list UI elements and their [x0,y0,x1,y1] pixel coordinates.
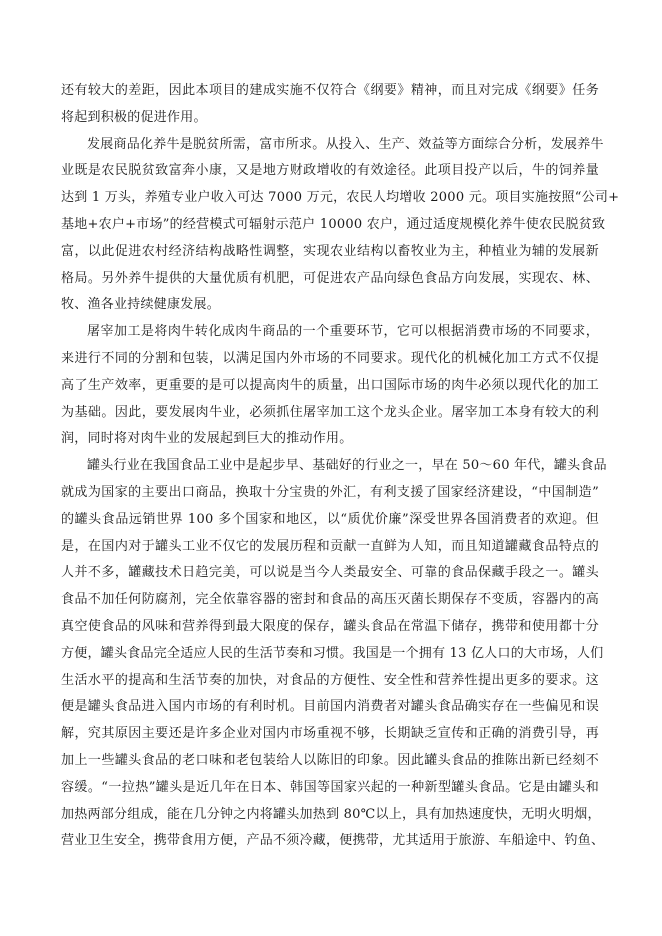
paragraph-line: 来进行不同的分割和包装，以满足国内外市场的不同要求。现代化的机械化加工方式不仅提 [61,350,599,366]
paragraph-line: 为基础。因此，要发展肉牛业，必须抓住屠宰加工这个龙头企业。屠宰加工本身有较大的利 [61,404,599,420]
paragraph [61,453,607,855]
paragraph-line: 便是罐头食品进入国内市场的有利时机。目前国内消费者对罐头食品确实存在一些偏见和误 [61,699,599,715]
paragraph-line: 营业卫生安全，携带食用方便，产品不须冷藏，便携带，尤其适用于旅游、车船途中、钓鱼、 [61,833,605,849]
paragraph-line: 业既是农民脱贫致富奔小康，又是地方财政增收的有效途径。此项目投产以后，牛的饲养量 [61,163,599,179]
paragraph-line: 达到 1 万头，养殖专业户收入可达 7000 万元，农民人均增收 2000 元。项目实施按照“公司+ [61,190,620,206]
paragraph-line: 食品不加任何防腐剂，完全依靠容器的密封和食品的高压灭菌长期保存不变质，容器内的高 [61,592,599,608]
paragraph [61,319,599,453]
paragraph-line: 发展商品化养牛是脱贫所需，富市所求。从投入、生产、效益等方面综合分析，发展养牛 [87,136,604,152]
paragraph-line: 加热两部分组成，能在几分钟之内将罐头加热到 80℃以上，具有加热速度快，无明火明烟， [61,806,601,822]
paragraph-line: 罐头行业在我国食品工业中是起步早、基础好的行业之一，早在 50～60 年代，罐头食品 [87,458,607,474]
paragraph-line: 格局。另外养牛提供的大量优质有机肥，可促进农产品向绿色食品方向发展，实现农、林、 [61,270,599,286]
paragraph-line: 的罐头食品远销世界 100 多个国家和地区，以“质优价廉”深受世界各国消费者的欢迎。但 [61,511,599,527]
paragraph-line: 是，在国内对于罐头工业不仅它的发展历程和贡献一直鲜为人知，而且知道罐藏食品特点的 [61,538,599,554]
paragraph [61,132,620,320]
document-body [61,78,620,855]
paragraph-line: 还有较大的差距，因此本项目的建成实施不仅符合《纲要》精神，而且对完成《纲要》任务 [61,83,599,98]
paragraph-line: 富，以此促进农村经济结构战略性调整，实现农业结构以畜牧业为主，种植业为辅的发展新 [61,243,599,259]
paragraph [61,78,599,132]
paragraph-line: 牧、渔各业持续健康发展。 [61,297,221,313]
paragraph-line: 加上一些罐头食品的老口味和老包装给人以陈旧的印象。因此罐头食品的推陈出新已经刻不 [61,752,599,768]
paragraph-line: 润，同时将对肉牛业的发展起到巨大的推动作用。 [61,431,353,447]
paragraph-line: 解，究其原因主要还是许多企业对国内市场重视不够，长期缺乏宣传和正确的消费引导，再 [61,726,599,742]
paragraph-line: 容缓。“一拉热”罐头是近几年在日本、韩国等国家兴起的一种新型罐头食品。它是由罐头和 [61,779,599,795]
paragraph-line: 生活水平的提高和生活节奏的加快，对食品的方便性、安全性和营养性提出更多的要求。这 [61,672,599,688]
paragraph-line: 真空使食品的风味和营养得到最大限度的保存，罐头食品在常温下储存，携带和使用都十分 [61,618,599,634]
paragraph-line: 基地+农户+市场”的经营模式可辐射示范户 10000 农户，通过适度规模化养牛使农民脱贫致 [61,216,606,232]
paragraph-line: 屠宰加工是将肉牛转化成肉牛商品的一个重要环节，它可以根据消费市场的不同要求， [87,324,599,340]
paragraph-line: 将起到积极的促进作用。 [61,109,207,125]
paragraph-line: 就成为国家的主要出口商品，换取十分宝贵的外汇，有利支援了国家经济建设，“中国制造” [61,484,599,500]
paragraph-line: 方便，罐头食品完全适应人民的生活节奏和习惯。我国是一个拥有 13 亿人口的大市场，人们 [61,645,604,661]
paragraph-line: 人并不多，罐藏技术日趋完美，可以说是当今人类最安全、可靠的食品保藏手段之一。罐头 [61,565,599,581]
paragraph-line: 高了生产效率，更重要的是可以提高肉牛的质量，出口国际市场的肉牛必须以现代化的加工 [61,377,599,393]
